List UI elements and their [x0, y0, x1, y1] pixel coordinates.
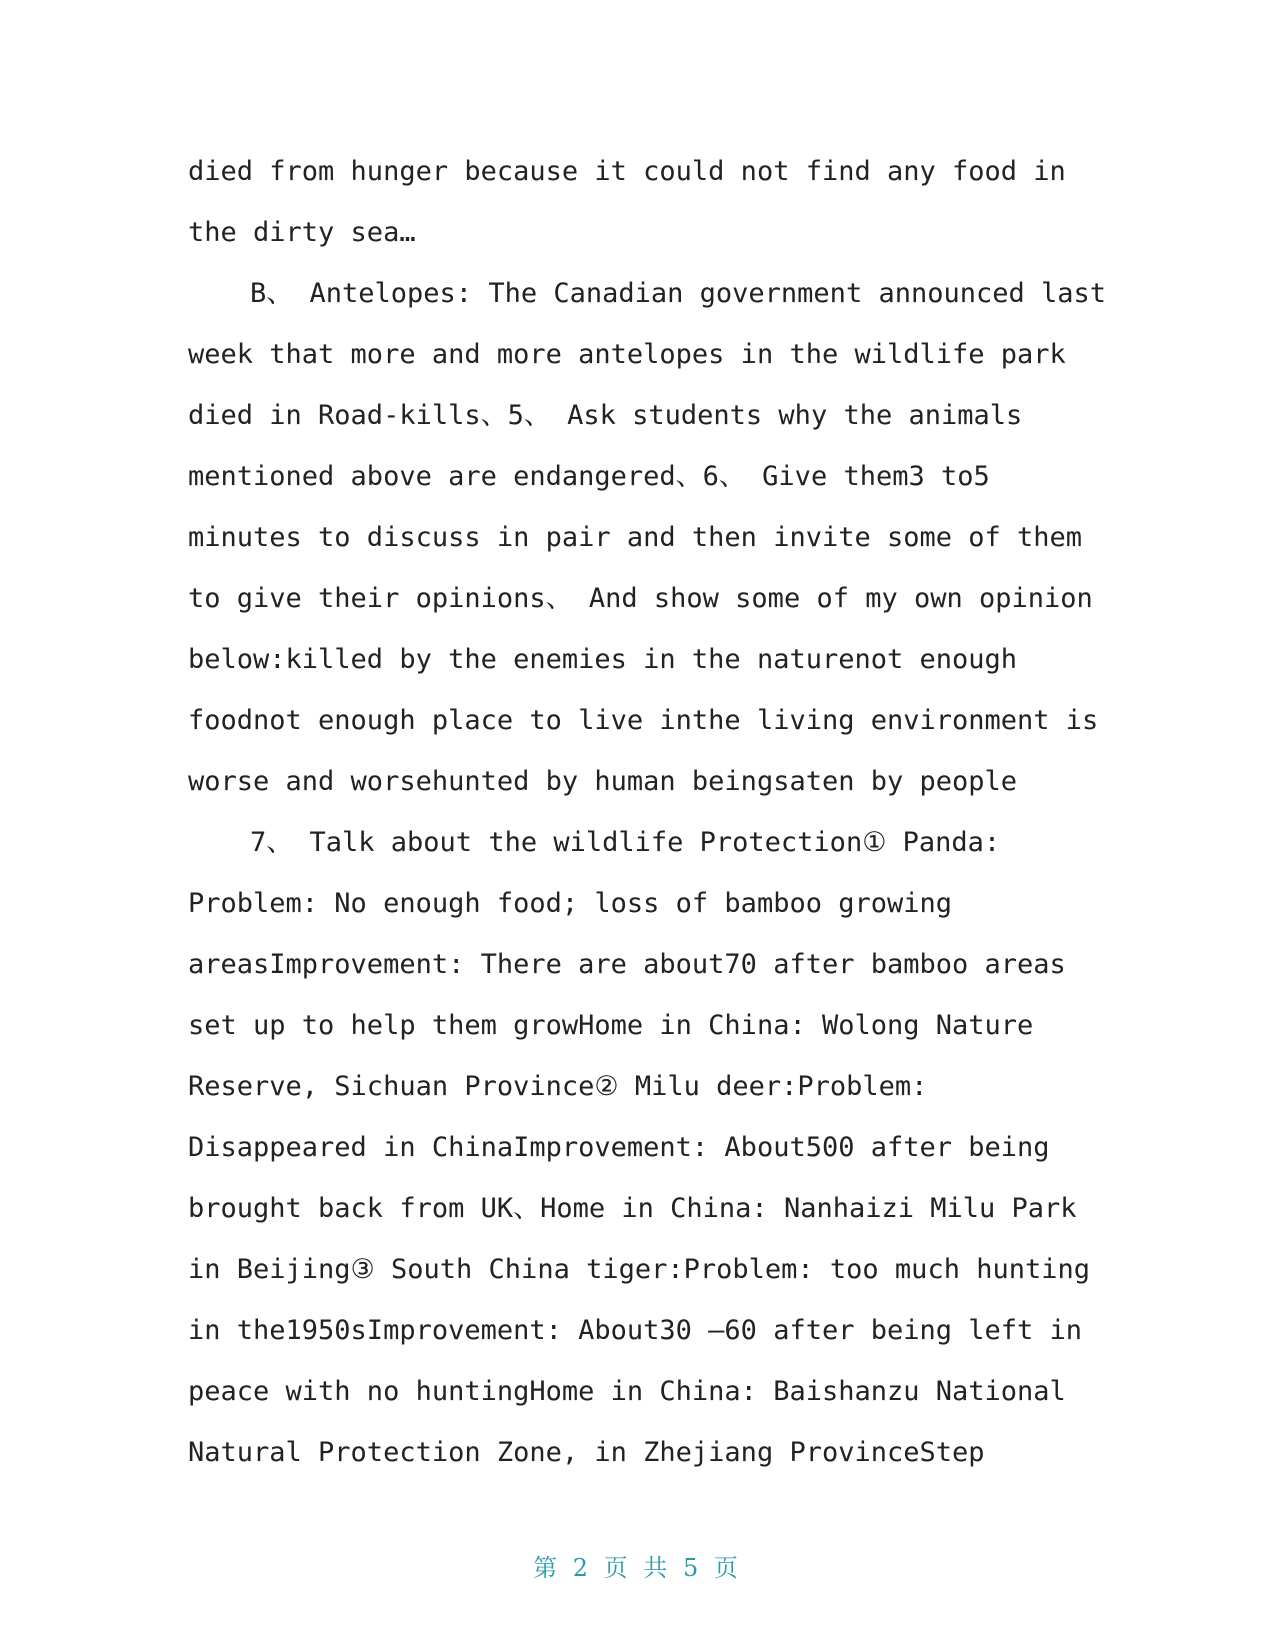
text-line: minutes to discuss in pair and then invite some of them [188, 522, 1083, 553]
text-line: Problem: No enough food; loss of bamboo growing [188, 888, 953, 919]
text-line: brought back from UK、Home in China: Nanhaizi Milu Park [188, 1193, 1077, 1224]
text-line: set up to help them growHome in China: Wolong Nature [188, 1010, 1034, 1041]
document-body [188, 141, 1107, 1483]
text-line: to give their opinions、 And show some of my own opinion [188, 583, 1093, 614]
text-line: foodnot enough place to live inthe living environment is [188, 705, 1099, 736]
text-line: areasImprovement: There are about70 after bamboo areas [188, 949, 1066, 980]
page-number-footer: 第 2 页 共 5 页 [533, 1554, 742, 1582]
text-line: B、 Antelopes: The Canadian government announced last [250, 278, 1107, 309]
text-line: Natural Protection Zone, in Zhejiang ProvinceStep [188, 1437, 985, 1468]
text-line: died from hunger because it could not find any food in [188, 156, 1066, 187]
text-line: week that more and more antelopes in the wildlife park [188, 339, 1066, 370]
text-line: died in Road-kills、5、 Ask students why the animals [188, 400, 1023, 431]
text-line: Disappeared in ChinaImprovement: About500 after being [188, 1132, 1050, 1163]
text-line: below:killed by the enemies in the naturenot enough [188, 644, 1018, 675]
text-line: in Beijing③ South China tiger:Problem: too much hunting [188, 1254, 1090, 1285]
text-line: peace with no huntingHome in China: Baishanzu National [188, 1376, 1066, 1407]
text-line: the dirty sea… [188, 217, 416, 248]
text-line: in the1950sImprovement: About30 –60 after being left in [188, 1315, 1083, 1346]
text-line: worse and worsehunted by human beingsaten by people [188, 766, 1018, 797]
text-line: Reserve, Sichuan Province② Milu deer:Problem: [188, 1071, 928, 1102]
text-line: 7、 Talk about the wildlife Protection① Panda: [250, 827, 1001, 858]
text-line: mentioned above are endangered、6、 Give them3 to5 [188, 461, 990, 492]
